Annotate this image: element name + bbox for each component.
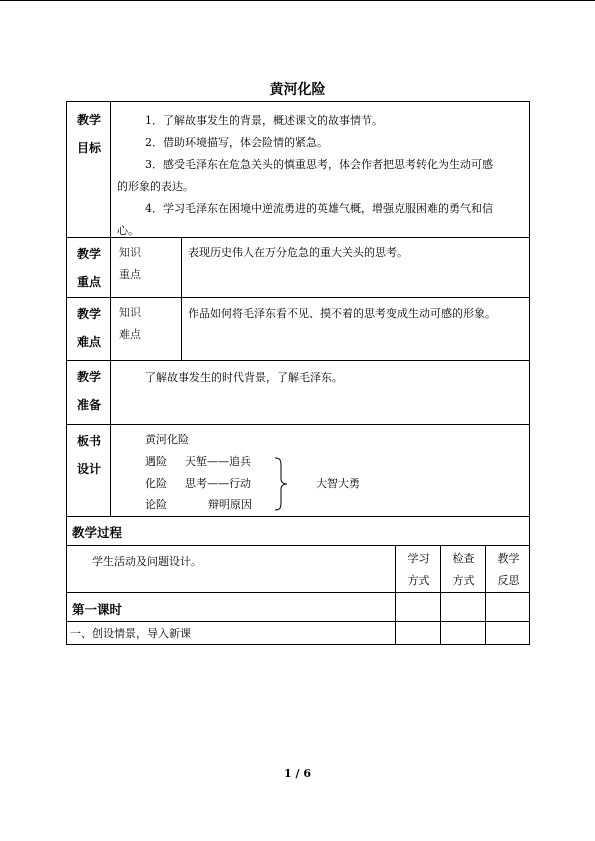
key-points-text: 表现历史伟人在万分危急的重大关头的思考。 xyxy=(188,246,408,259)
preparation-label-cell xyxy=(67,361,111,424)
lesson-cell-study xyxy=(395,593,440,621)
activity-header-row xyxy=(66,545,530,592)
board-design-section xyxy=(66,424,530,516)
board-row-3-key: 论险 xyxy=(145,498,167,511)
key-points-sublabel-cell xyxy=(111,238,182,297)
preparation-text: 了解故事发生的时代背景，了解毛泽东。 xyxy=(145,371,343,384)
right-brace-icon xyxy=(273,457,289,511)
key-points-label-line1: 教学 xyxy=(77,247,102,261)
board-row-3-value: 辩明原因 xyxy=(208,498,252,511)
column-study-method-line2: 方式 xyxy=(407,574,430,587)
lesson-row xyxy=(66,592,530,621)
board-row-1-key: 遇险 xyxy=(145,455,167,468)
column-study-method xyxy=(395,546,440,592)
objective-item-3: 3．感受毛泽东在危急关头的慎重思考，体会作者把思考转化为生动可感 xyxy=(145,158,493,171)
first-step-row xyxy=(66,621,530,645)
board-summary: 大智大勇 xyxy=(316,477,360,490)
lesson-heading: 第一课时 xyxy=(72,602,123,617)
key-points-section xyxy=(66,237,530,297)
process-heading-row xyxy=(66,516,530,545)
lesson-title: 黄河化险 xyxy=(269,82,326,98)
objectives-label-cell xyxy=(67,102,111,237)
activity-label: 学生活动及问题设计。 xyxy=(92,555,202,568)
board-design-label-line1: 板书 xyxy=(77,434,102,448)
process-heading: 教学过程 xyxy=(72,525,123,540)
column-check-method xyxy=(440,546,485,592)
objective-item-4: 4．学习毛泽东在困境中逆流勇进的英雄气概，增强克服困难的勇气和信 xyxy=(145,202,493,215)
board-design-label-cell xyxy=(67,425,111,516)
key-points-label-line2: 重点 xyxy=(77,275,102,289)
lesson-cell-reflection xyxy=(485,593,530,621)
difficulties-label-cell xyxy=(67,298,111,360)
column-reflection-line1: 教学 xyxy=(497,552,520,565)
lesson-cell-check xyxy=(440,593,485,621)
difficulties-sublabel-cell xyxy=(111,298,182,360)
board-design-label-line2: 设计 xyxy=(77,462,102,476)
objectives-section xyxy=(66,101,530,237)
difficulties-sublabel-line1: 知识 xyxy=(119,306,141,319)
key-points-sublabel-line1: 知识 xyxy=(119,246,141,259)
step-cell-reflection xyxy=(485,622,530,644)
objective-item-3-cont: 的形象的表达。 xyxy=(117,180,194,193)
step-cell-study xyxy=(395,622,440,644)
difficulties-section xyxy=(66,297,530,360)
objective-item-1: 1．了解故事发生的背景，概述课文的故事情节。 xyxy=(145,114,383,127)
difficulties-label-line1: 教学 xyxy=(77,307,102,321)
objectives-label-line1: 教学 xyxy=(77,113,102,127)
difficulties-text: 作品如何将毛泽东看不见、摸不着的思考变成生动可感的形象。 xyxy=(188,307,496,320)
objectives-label-line2: 目标 xyxy=(77,141,102,155)
key-points-label-cell xyxy=(67,238,111,297)
column-study-method-line1: 学习 xyxy=(407,552,430,565)
column-check-method-line1: 检查 xyxy=(452,552,475,565)
page-number: 1 / 6 xyxy=(284,767,311,780)
page-top-rule xyxy=(0,0,595,1)
step-cell-check xyxy=(440,622,485,644)
board-row-2-key: 化险 xyxy=(145,477,167,490)
preparation-label-line2: 准备 xyxy=(77,398,102,412)
preparation-label-line1: 教学 xyxy=(77,370,102,384)
first-step-text: 一、创设情景，导入新课 xyxy=(70,627,191,640)
objective-item-2: 2．借助环境描写，体会险情的紧急。 xyxy=(145,136,328,149)
column-reflection-line2: 反思 xyxy=(497,574,520,587)
difficulties-label-line2: 难点 xyxy=(77,335,102,349)
board-row-2-value: 思考——行动 xyxy=(185,477,251,490)
column-reflection xyxy=(485,546,530,592)
preparation-section xyxy=(66,360,530,424)
column-check-method-line2: 方式 xyxy=(452,574,475,587)
board-heading: 黄河化险 xyxy=(145,433,189,446)
board-row-1-value: 天堑——追兵 xyxy=(185,455,251,468)
difficulties-sublabel-line2: 难点 xyxy=(119,328,141,341)
objective-item-4-cont: 心。 xyxy=(117,224,139,237)
key-points-sublabel-line2: 重点 xyxy=(119,268,141,281)
